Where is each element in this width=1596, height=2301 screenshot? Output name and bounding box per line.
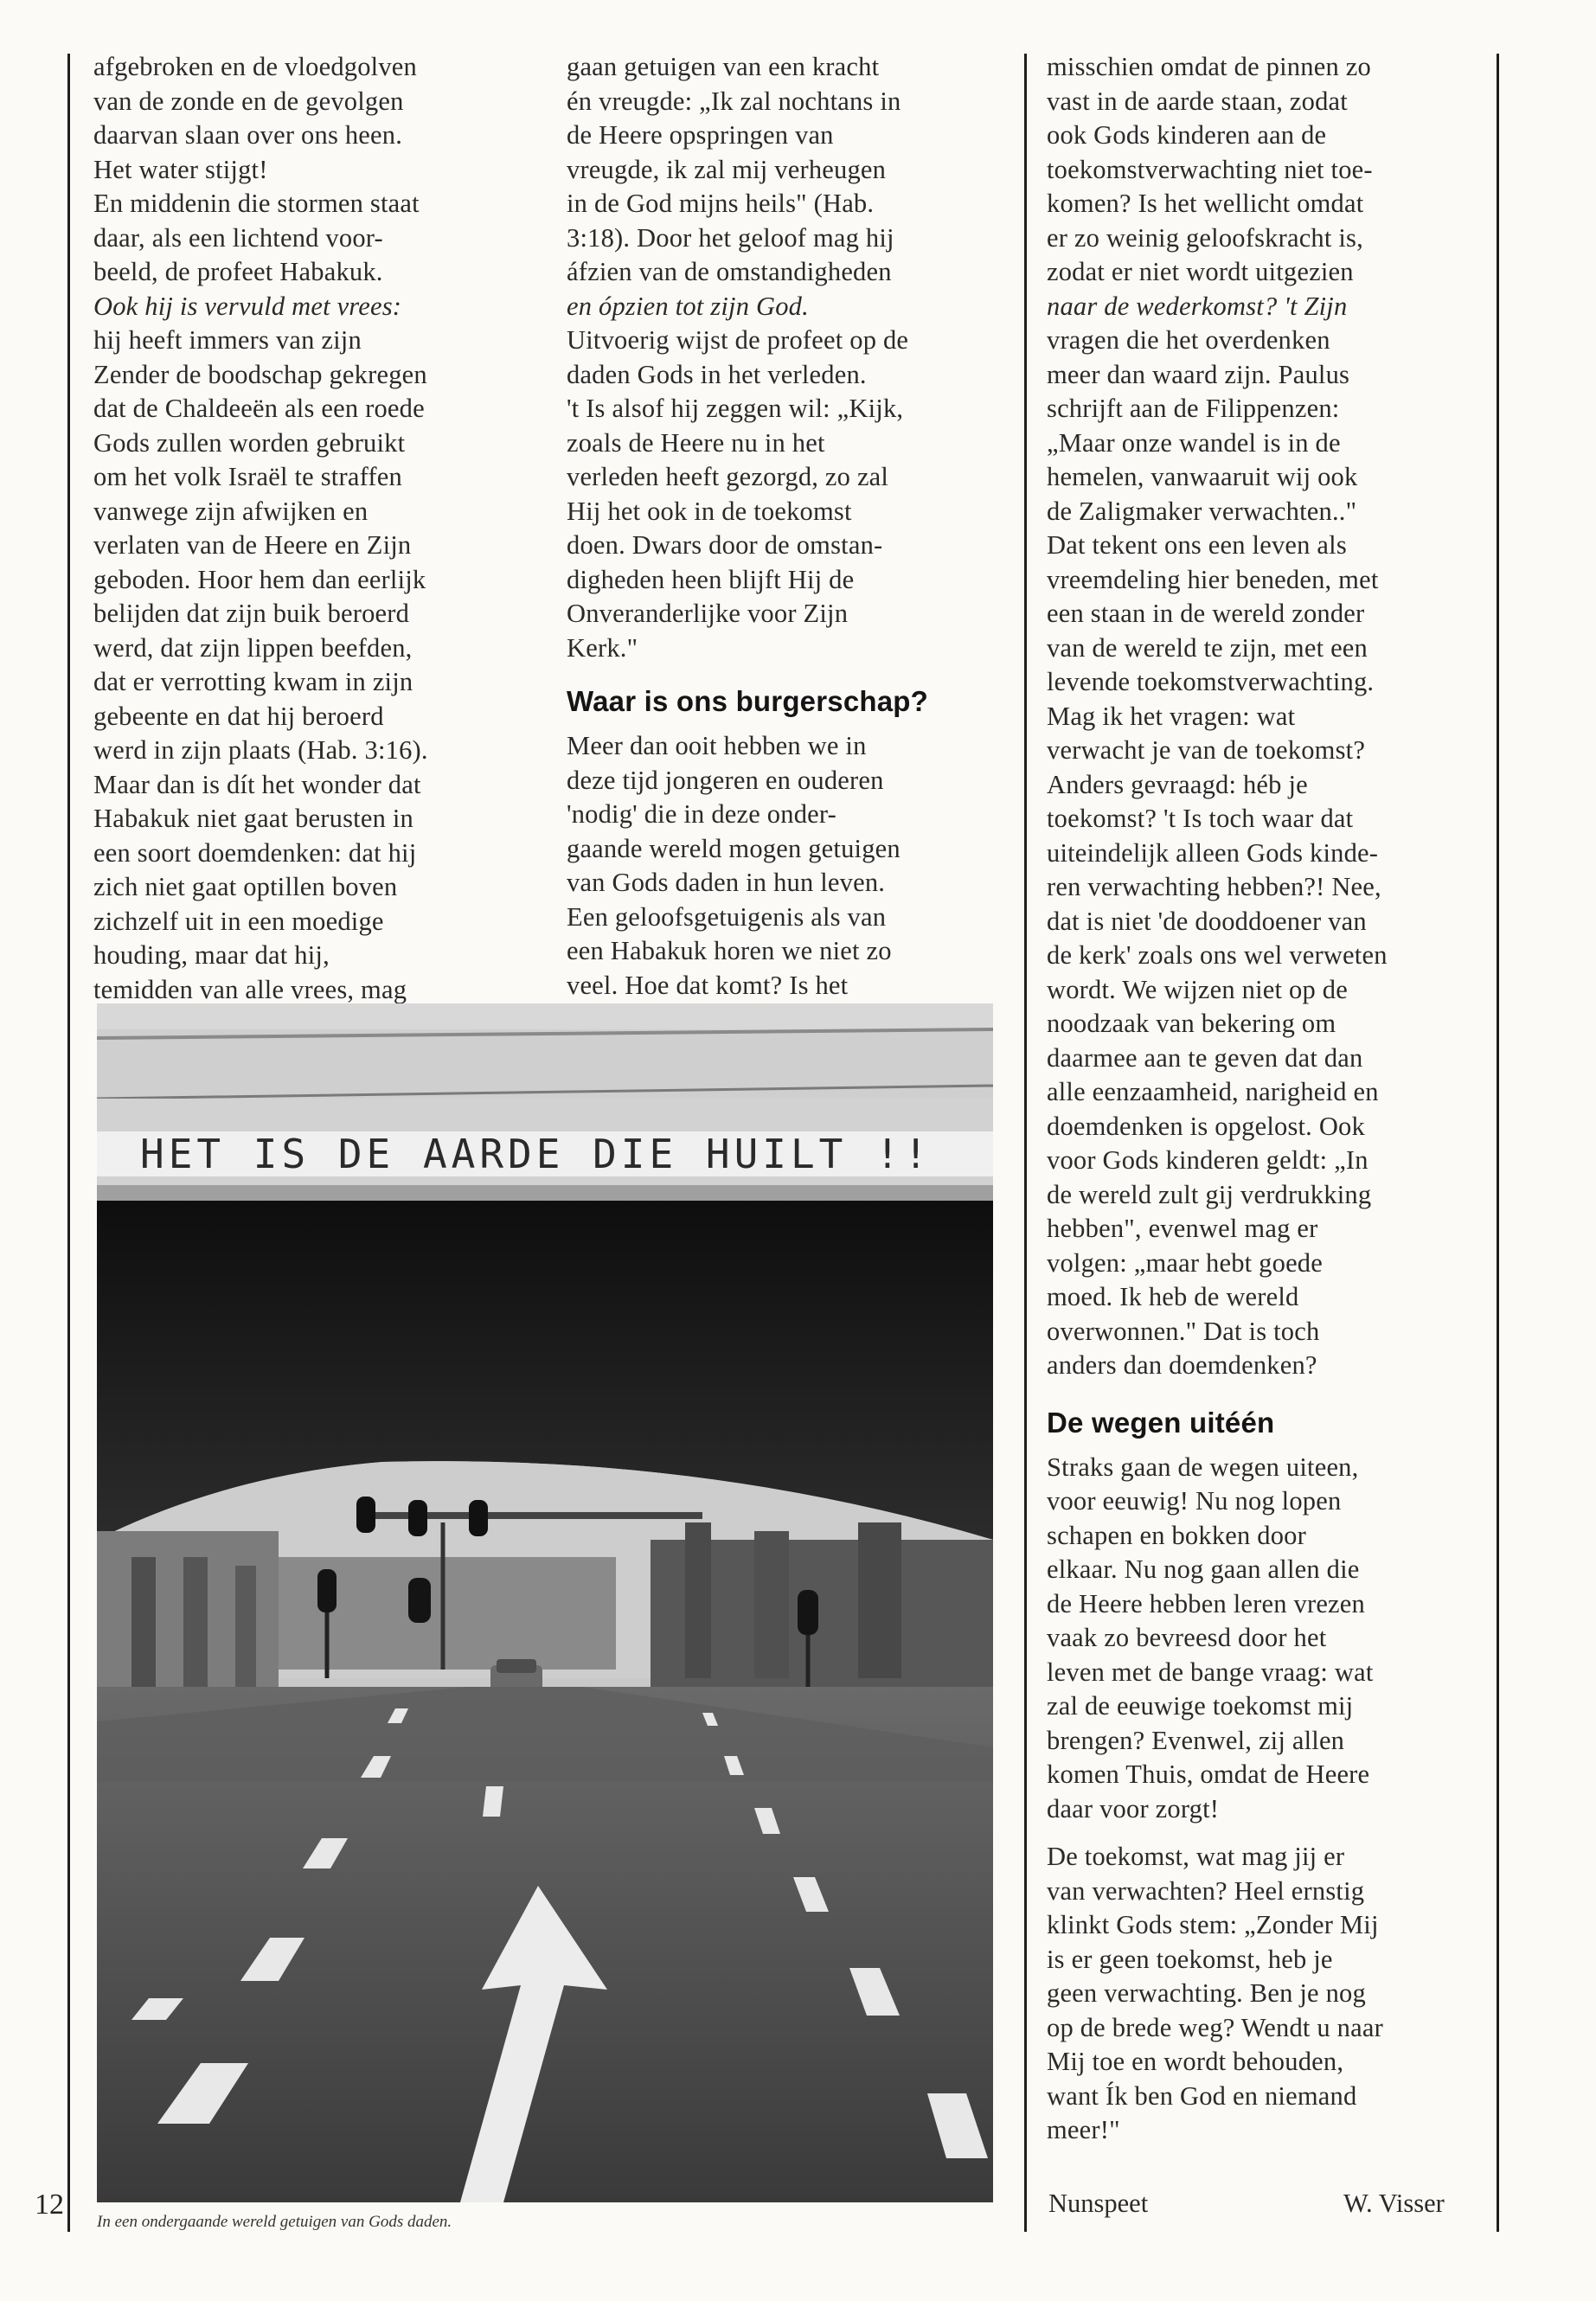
text-line: gaande wereld mogen getuigen — [567, 833, 901, 863]
text-line: „Maar onze wandel is in de — [1047, 427, 1341, 458]
text-line: Mij toe en wordt behouden, — [1047, 2047, 1344, 2076]
column-left — [93, 50, 517, 1007]
text-line: brengen? Evenwel, zij allen — [1047, 1725, 1345, 1755]
text-line: Mag ik het vragen: wat — [1047, 701, 1296, 731]
text-line: zich niet gaat optillen boven — [93, 872, 398, 901]
column-rule-middle — [1024, 54, 1027, 2232]
text-line: schrijft aan de Filippenzen: — [1047, 394, 1340, 423]
column-rule-left — [67, 54, 70, 2232]
text-line: zichzelf uit in een moedige — [93, 906, 384, 936]
text-line: meer dan waard zijn. Paulus — [1047, 359, 1350, 389]
text-line: vreugde, ik zal mij verheugen — [567, 154, 887, 184]
text-line: ook Gods kinderen aan de — [1047, 120, 1327, 150]
text-line: gebeente en dat hij beroerd — [93, 701, 384, 731]
text-line: de Heere opspringen van — [567, 120, 834, 150]
footer-place: Nunspeet — [1048, 2189, 1149, 2218]
text-line: Straks gaan de wegen uiteen, — [1047, 1452, 1359, 1482]
paragraph — [567, 50, 999, 665]
text-line: daar, als een lichtend voor- — [93, 222, 383, 253]
text-line: Zender de boodschap gekregen — [93, 359, 427, 389]
text-line: van verwachten? Heel ernstig — [1047, 1875, 1365, 1906]
text-line: wordt. We wijzen niet op de — [1047, 974, 1348, 1004]
text-line: alle eenzaamheid, narigheid en — [1047, 1077, 1379, 1106]
text-line: elkaar. Nu nog gaan allen die — [1047, 1554, 1360, 1584]
text-line: de Zaligmaker verwachten.." — [1047, 496, 1357, 526]
text-line: ren verwachting hebben?! Nee, — [1047, 872, 1381, 901]
text-line: de kerk' zoals ons wel verweten — [1047, 940, 1388, 970]
text-line: zodat er niet wordt uitgezien — [1047, 257, 1354, 286]
text-line: Dat tekent ons een leven als — [1047, 530, 1347, 560]
text-line: levende toekomstverwachting. — [1047, 667, 1375, 696]
text-line: zal de eeuwige toekomst mij — [1047, 1691, 1354, 1721]
text-line: noodzaak van bekering om — [1047, 1009, 1336, 1038]
column-middle — [567, 50, 999, 1003]
photo-illustration — [97, 1003, 993, 2202]
text-line: vragen die het overdenken — [1047, 325, 1330, 355]
text-line: veel. Hoe dat komt? Is het — [567, 970, 849, 1000]
text-line: van de wereld te zijn, met een — [1047, 632, 1368, 663]
text-line: verwacht je van de toekomst? — [1047, 735, 1366, 765]
text-line: én vreugde: „Ik zal nochtans in — [567, 86, 901, 116]
text-line: dat is niet 'de dooddoener van — [1047, 906, 1367, 936]
text-line: van Gods daden in hun leven. — [567, 868, 886, 897]
text-line: in de God mijns heils" (Hab. — [567, 189, 875, 218]
text-line: deze tijd jongeren en ouderen — [567, 765, 884, 795]
text-line: Ook hij is vervuld met vrees: — [93, 291, 402, 321]
text-line: een Habakuk horen we niet zo — [567, 936, 892, 965]
text-line: Uitvoerig wijst de profeet op de — [567, 325, 909, 355]
text-line: een staan in de wereld zonder — [1047, 599, 1365, 628]
section-heading-burgerschap: Waar is ons burgerschap? — [567, 685, 929, 717]
text-line: anders dan doemdenken? — [1047, 1350, 1317, 1380]
section-heading-wegen: De wegen uitéén — [1047, 1406, 1275, 1439]
text-line: Onveranderlijke voor Zijn — [567, 599, 849, 628]
banner-text: HET IS DE AARDE DIE HUILT !! — [140, 1131, 933, 1177]
text-line: 't Is alsof hij zeggen wil: „Kijk, — [567, 394, 904, 423]
text-line: gaan getuigen van een kracht — [567, 52, 880, 81]
text-line: want Ík ben God en niemand — [1047, 2080, 1357, 2111]
text-line: meer!" — [1047, 2115, 1120, 2144]
text-line: hebben", evenwel mag er — [1047, 1214, 1318, 1243]
text-line: op de brede weg? Wendt u naar — [1047, 2012, 1383, 2042]
text-line: klinkt Gods stem: „Zonder Mij — [1047, 1910, 1379, 1939]
text-line: naar de wederkomst? 't Zijn — [1047, 291, 1348, 321]
text-line: Maar dan is dít het wonder dat — [93, 769, 421, 799]
text-line: daarvan slaan over ons heen. — [93, 120, 403, 150]
text-line: overwonnen." Dat is toch — [1047, 1316, 1320, 1346]
text-line: Hij het ook in de toekomst — [567, 496, 852, 526]
text-line: doemdenken is opgelost. Ook — [1047, 1111, 1365, 1141]
text-line: en ópzien tot zijn God. — [567, 291, 809, 321]
text-line: om het volk Israël te straffen — [93, 462, 402, 491]
text-line: hemelen, vanwaaruit wij ook — [1047, 462, 1358, 491]
text-line: verlaten van de Heere en Zijn — [93, 530, 412, 560]
text-line: vanwege zijn afwijken en — [93, 496, 369, 526]
text-line: Kerk." — [567, 632, 638, 663]
text-line: Gods zullen worden gebruikt — [93, 427, 406, 458]
text-line: komen Thuis, omdat de Heere — [1047, 1759, 1370, 1789]
text-line: digheden heen blijft Hij de — [567, 564, 855, 594]
text-line: zoals de Heere nu in het — [567, 427, 825, 458]
text-line: de wereld zult gij verdrukking — [1047, 1179, 1372, 1209]
text-line: daar voor zorgt! — [1047, 1793, 1220, 1823]
text-line: Het water stijgt! — [93, 154, 268, 184]
text-line: áfzien van de omstandigheden — [567, 257, 892, 286]
text-line: De toekomst, wat mag jij er — [1047, 1842, 1345, 1871]
text-line: vast in de aarde staan, zodat — [1047, 86, 1348, 116]
text-line: verleden heeft gezorgd, zo zal — [567, 462, 889, 491]
footer-author: W. Visser — [1343, 2189, 1445, 2218]
text-line: werd, dat zijn lippen beefden, — [93, 632, 413, 663]
text-line: geen verwachting. Ben je nog — [1047, 1978, 1366, 2008]
text-line: van de zonde en de gevolgen — [93, 86, 404, 116]
text-line: Anders gevraagd: héb je — [1047, 769, 1308, 799]
text-line: voor eeuwig! Nu nog lopen — [1047, 1486, 1342, 1516]
text-line: volgen: „maar hebt goede — [1047, 1247, 1323, 1278]
paragraph — [567, 729, 999, 1003]
text-line: uiteindelijk alleen Gods kinde- — [1047, 837, 1379, 868]
paragraph — [1047, 1840, 1492, 2148]
text-line: beeld, de profeet Habakuk. — [93, 257, 383, 286]
text-line: leven met de bange vraag: wat — [1047, 1657, 1374, 1687]
text-line: hij heeft immers van zijn — [93, 325, 362, 355]
text-line: misschien omdat de pinnen zo — [1047, 52, 1371, 81]
text-line: werd in zijn plaats (Hab. 3:16). — [93, 735, 428, 765]
text-line: een soort doemdenken: dat hij — [93, 837, 417, 868]
text-line: dat de Chaldeeën als een roede — [93, 394, 425, 423]
text-line: schapen en bokken door — [1047, 1520, 1306, 1550]
text-line: komen? Is het wellicht omdat — [1047, 189, 1364, 218]
text-line: Een geloofsgetuigenis als van — [567, 901, 887, 932]
text-line: toekomst? 't Is toch waar dat — [1047, 804, 1354, 833]
text-line: daden Gods in het verleden. — [567, 359, 867, 389]
photo-highway-overpass — [97, 1003, 993, 2202]
text-line: belijden dat zijn buik beroerd — [93, 599, 410, 628]
text-line: dat er verrotting kwam in zijn — [93, 667, 413, 696]
text-line: voor Gods kinderen geldt: „In — [1047, 1145, 1368, 1175]
text-line: is er geen toekomst, heb je — [1047, 1944, 1333, 1974]
text-line: geboden. Hoor hem dan eerlijk — [93, 564, 426, 594]
column-right — [1047, 50, 1492, 2148]
paragraph — [1047, 1451, 1492, 1827]
text-line: vaak zo bevreesd door het — [1047, 1623, 1327, 1652]
text-line: de Heere hebben leren vrezen — [1047, 1588, 1365, 1618]
paragraph — [1047, 50, 1492, 1383]
page-number: 12 — [35, 2189, 64, 2221]
text-line: Meer dan ooit hebben we in — [567, 731, 867, 760]
text-line: afgebroken en de vloedgolven — [93, 52, 417, 81]
text-line: er zo weinig geloofskracht is, — [1047, 222, 1363, 253]
text-line: daarmee aan te geven dat dan — [1047, 1042, 1363, 1073]
text-line: toekomstverwachting niet toe- — [1047, 154, 1373, 184]
text-line: vreemdeling hier beneden, met — [1047, 564, 1379, 594]
text-line: 'nodig' die in deze onder- — [567, 799, 837, 829]
text-line: En middenin die stormen staat — [93, 189, 420, 218]
column-rule-right — [1497, 54, 1499, 2232]
text-line: moed. Ik heb de wereld — [1047, 1282, 1299, 1311]
text-line: Habakuk niet gaat berusten in — [93, 804, 413, 833]
text-line: temidden van alle vrees, mag — [93, 974, 407, 1004]
text-line: 3:18). Door het geloof mag hij — [567, 222, 894, 253]
photo-caption: In een ondergaande wereld getuigen van Gods daden. — [97, 2213, 452, 2231]
text-line: houding, maar dat hij, — [93, 940, 330, 970]
text-line: doen. Dwars door de omstan- — [567, 530, 883, 560]
